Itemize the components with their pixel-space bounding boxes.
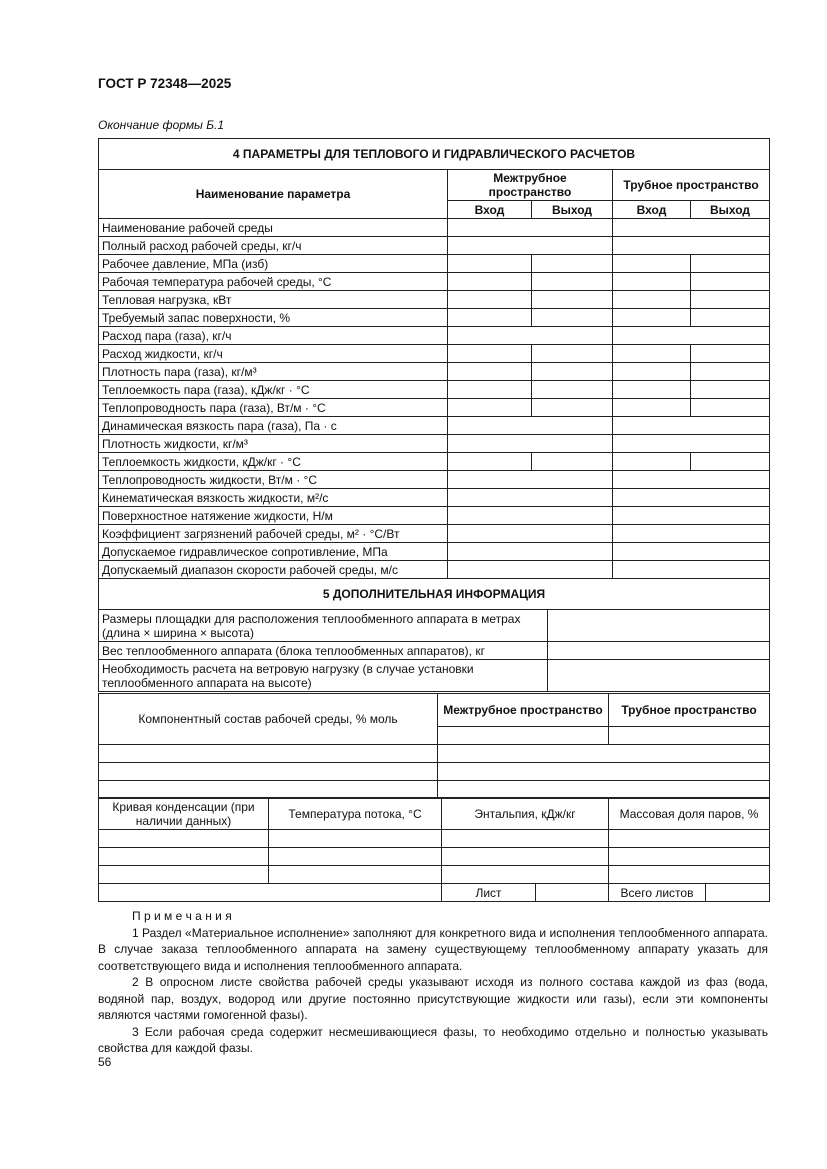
parameter-value-cell[interactable] (532, 363, 613, 381)
parameter-value-cell[interactable] (532, 273, 613, 291)
parameter-row (99, 381, 770, 399)
parameter-label: Требуемый запас поверхности, % (99, 309, 448, 327)
parameter-value-cell[interactable] (448, 453, 532, 471)
vapor-cell[interactable] (609, 830, 770, 848)
parameter-row (99, 417, 770, 435)
sheet-value[interactable] (536, 884, 609, 902)
parameter-value-cell[interactable] (691, 399, 770, 417)
parameter-value-cell[interactable] (613, 291, 691, 309)
parameter-value-cell[interactable] (448, 507, 613, 525)
page-number: 56 (98, 1055, 112, 1069)
parameter-value-cell[interactable] (691, 255, 770, 273)
enthalpy-header: Энтальпия, кДж/кг (442, 798, 609, 830)
parameter-row (99, 399, 770, 417)
parameter-row (99, 273, 770, 291)
parameter-value-cell[interactable] (691, 345, 770, 363)
info-site-size: Размеры площадки для расположения теплообменного аппарата в метрах (длина × ширина × высота) (99, 610, 548, 642)
composition-row-cell[interactable] (99, 745, 438, 763)
parameter-value-cell[interactable] (613, 273, 691, 291)
parameter-value-cell[interactable] (613, 417, 770, 435)
enthalpy-cell[interactable] (442, 830, 609, 848)
form-caption: Окончание формы Б.1 (98, 118, 225, 132)
parameter-value-cell[interactable] (448, 561, 613, 579)
parameter-label: Кинематическая вязкость жидкости, м²/с (99, 489, 448, 507)
parameter-row (99, 525, 770, 543)
info-wind-load: Необходимость расчета на ветровую нагрузку (в случае установки теплообменного аппарата на высоте) (99, 660, 548, 692)
parameter-value-cell[interactable] (448, 255, 532, 273)
parameter-label: Расход жидкости, кг/ч (99, 345, 448, 363)
col-tube-header: Трубное пространство (613, 170, 770, 201)
section4-table (98, 138, 770, 579)
parameter-value-cell[interactable] (448, 381, 532, 399)
parameter-row (99, 219, 770, 237)
parameter-label: Теплопроводность пара (газа), Вт/м · °С (99, 399, 448, 417)
section4-title: 4 ПАРАМЕТРЫ ДЛЯ ТЕПЛОВОГО И ГИДРАВЛИЧЕСКОГО РАСЧЕТОВ (99, 139, 770, 170)
parameter-value-cell[interactable] (448, 237, 613, 255)
parameter-label: Расход пара (газа), кг/ч (99, 327, 448, 345)
parameter-value-cell[interactable] (613, 561, 770, 579)
note-2: 2 В опросном листе свойства рабочей среды указывают исходя из полного состава каждой из фаз (вода, водяной пар, воздух, водород или другие постоянно присутствующие жидкости или газы), если эти компоненты являются частями гомогенной фазы). (98, 975, 768, 1022)
note-3: 3 Если рабочая среда содержит несмешивающиеся фазы, то необходимо отдельно и полностью указывать свойства для каждой фазы. (98, 1024, 768, 1055)
temp-cell[interactable] (269, 848, 442, 866)
parameter-label: Коэффициент загрязнений рабочей среды, м² · °С/Вт (99, 525, 448, 543)
sheet-label: Лист (442, 884, 536, 902)
col-shell-header: Межтрубное пространство (448, 170, 613, 201)
parameter-value-cell[interactable] (691, 381, 770, 399)
parameter-value-cell[interactable] (613, 489, 770, 507)
info-weight-value[interactable] (548, 642, 770, 660)
shell-out-header: Выход (532, 201, 613, 219)
parameter-value-cell[interactable] (448, 471, 613, 489)
parameter-row (99, 309, 770, 327)
parameter-value-cell[interactable] (448, 435, 613, 453)
parameter-label: Теплоемкость жидкости, кДж/кг · °С (99, 453, 448, 471)
parameter-value-cell[interactable] (613, 525, 770, 543)
enthalpy-cell[interactable] (442, 866, 609, 884)
composition-row-cell[interactable] (99, 781, 438, 799)
tube-in-header: Вход (613, 201, 691, 219)
parameter-value-cell[interactable] (448, 291, 532, 309)
parameter-value-cell[interactable] (448, 417, 613, 435)
composition-row-value[interactable] (438, 781, 770, 799)
parameter-value-cell[interactable] (532, 345, 613, 363)
composition-shell-header: Межтрубное пространство (438, 694, 609, 727)
parameter-row (99, 471, 770, 489)
parameter-value-cell[interactable] (613, 381, 691, 399)
parameter-value-cell[interactable] (613, 255, 691, 273)
note-1: 1 Раздел «Материальное исполнение» заполняют для конкретного вида и исполнения теплообменного аппарата. В случае заказа теплообменного аппарата на замену существующему теплообменному аппарату указать для соответствующего вида и исполнения теплообменного аппарата. (98, 925, 768, 973)
parameter-value-cell[interactable] (613, 399, 691, 417)
parameter-value-cell[interactable] (532, 381, 613, 399)
parameter-label: Поверхностное натяжение жидкости, Н/м (99, 507, 448, 525)
parameter-label: Допускаемое гидравлическое сопротивление, МПа (99, 543, 448, 561)
composition-row-cell[interactable] (99, 763, 438, 781)
curve-header: Кривая конденсации (при наличии данных) (99, 798, 269, 830)
parameter-row (99, 561, 770, 579)
parameter-row (99, 345, 770, 363)
footer-blank (99, 884, 442, 902)
parameter-row (99, 291, 770, 309)
parameter-value-cell[interactable] (448, 345, 532, 363)
composition-table (98, 693, 770, 799)
parameter-row (99, 237, 770, 255)
parameter-value-cell[interactable] (532, 255, 613, 273)
parameter-value-cell[interactable] (448, 327, 613, 345)
vapor-cell[interactable] (609, 866, 770, 884)
curve-cell[interactable] (99, 848, 269, 866)
parameter-value-cell[interactable] (691, 291, 770, 309)
parameter-value-cell[interactable] (613, 345, 691, 363)
parameter-label: Полный расход рабочей среды, кг/ч (99, 237, 448, 255)
parameter-value-cell[interactable] (448, 543, 613, 561)
parameter-value-cell[interactable] (532, 309, 613, 327)
parameter-row (99, 453, 770, 471)
parameter-value-cell[interactable] (613, 543, 770, 561)
parameter-value-cell[interactable] (613, 363, 691, 381)
composition-tube-header: Трубное пространство (609, 694, 770, 727)
parameter-value-cell[interactable] (448, 219, 613, 237)
col-param-header: Наименование параметра (99, 170, 448, 219)
parameter-row (99, 327, 770, 345)
parameter-row (99, 543, 770, 561)
parameter-value-cell[interactable] (691, 309, 770, 327)
vapor-header: Массовая доля паров, % (609, 798, 770, 830)
composition-shell-cell[interactable] (438, 727, 609, 745)
tube-out-header: Выход (691, 201, 770, 219)
total-sheets-value[interactable] (706, 884, 770, 902)
info-weight: Вес теплообменного аппарата (блока теплообменных аппаратов), кг (99, 642, 548, 660)
composition-row-value[interactable] (438, 745, 770, 763)
notes (98, 908, 768, 1057)
parameter-label: Рабочая температура рабочей среды, °С (99, 273, 448, 291)
temp-cell[interactable] (269, 830, 442, 848)
shell-in-header: Вход (448, 201, 532, 219)
parameter-value-cell[interactable] (691, 453, 770, 471)
document-id: ГОСТ Р 72348—2025 (98, 76, 232, 91)
total-sheets-label: Всего листов (609, 884, 706, 902)
composition-row-value[interactable] (438, 763, 770, 781)
parameter-value-cell[interactable] (613, 237, 770, 255)
parameter-value-cell[interactable] (613, 435, 770, 453)
composition-tube-cell[interactable] (609, 727, 770, 745)
parameter-value-cell[interactable] (613, 309, 691, 327)
parameter-row (99, 363, 770, 381)
parameter-label: Теплоемкость пара (газа), кДж/кг · °С (99, 381, 448, 399)
parameter-row (99, 507, 770, 525)
parameter-value-cell[interactable] (448, 399, 532, 417)
info-site-size-value[interactable] (548, 610, 770, 642)
parameter-value-cell[interactable] (613, 453, 691, 471)
parameter-label: Динамическая вязкость пара (газа), Па · с (99, 417, 448, 435)
parameter-label: Тепловая нагрузка, кВт (99, 291, 448, 309)
parameter-label: Плотность пара (газа), кг/м³ (99, 363, 448, 381)
parameter-value-cell[interactable] (448, 489, 613, 507)
parameter-label: Допускаемый диапазон скорости рабочей среды, м/с (99, 561, 448, 579)
section5-title: 5 ДОПОЛНИТЕЛЬНАЯ ИНФОРМАЦИЯ (99, 579, 770, 610)
enthalpy-cell[interactable] (442, 848, 609, 866)
parameter-row (99, 489, 770, 507)
condensation-table (98, 797, 770, 902)
parameter-value-cell[interactable] (532, 399, 613, 417)
parameter-value-cell[interactable] (613, 327, 770, 345)
parameter-label: Рабочее давление, МПа (изб) (99, 255, 448, 273)
parameter-row (99, 435, 770, 453)
parameter-value-cell[interactable] (613, 507, 770, 525)
parameter-label: Наименование рабочей среды (99, 219, 448, 237)
parameter-label: Плотность жидкости, кг/м³ (99, 435, 448, 453)
parameter-label: Теплопроводность жидкости, Вт/м · °С (99, 471, 448, 489)
parameter-value-cell[interactable] (532, 291, 613, 309)
composition-label: Компонентный состав рабочей среды, % моль (99, 694, 438, 745)
curve-cell[interactable] (99, 830, 269, 848)
vapor-cell[interactable] (609, 848, 770, 866)
info-wind-load-value[interactable] (548, 660, 770, 692)
parameter-value-cell[interactable] (448, 309, 532, 327)
parameter-value-cell[interactable] (613, 471, 770, 489)
parameter-value-cell[interactable] (691, 363, 770, 381)
temp-cell[interactable] (269, 866, 442, 884)
temp-header: Температура потока, °С (269, 798, 442, 830)
parameter-value-cell[interactable] (448, 363, 532, 381)
parameter-value-cell[interactable] (532, 453, 613, 471)
parameter-value-cell[interactable] (613, 219, 770, 237)
parameter-value-cell[interactable] (448, 273, 532, 291)
parameter-value-cell[interactable] (448, 525, 613, 543)
parameter-value-cell[interactable] (691, 273, 770, 291)
section5-info-table (98, 578, 770, 692)
parameter-row (99, 255, 770, 273)
notes-title: П р и м е ч а н и я (132, 909, 232, 923)
curve-cell[interactable] (99, 866, 269, 884)
